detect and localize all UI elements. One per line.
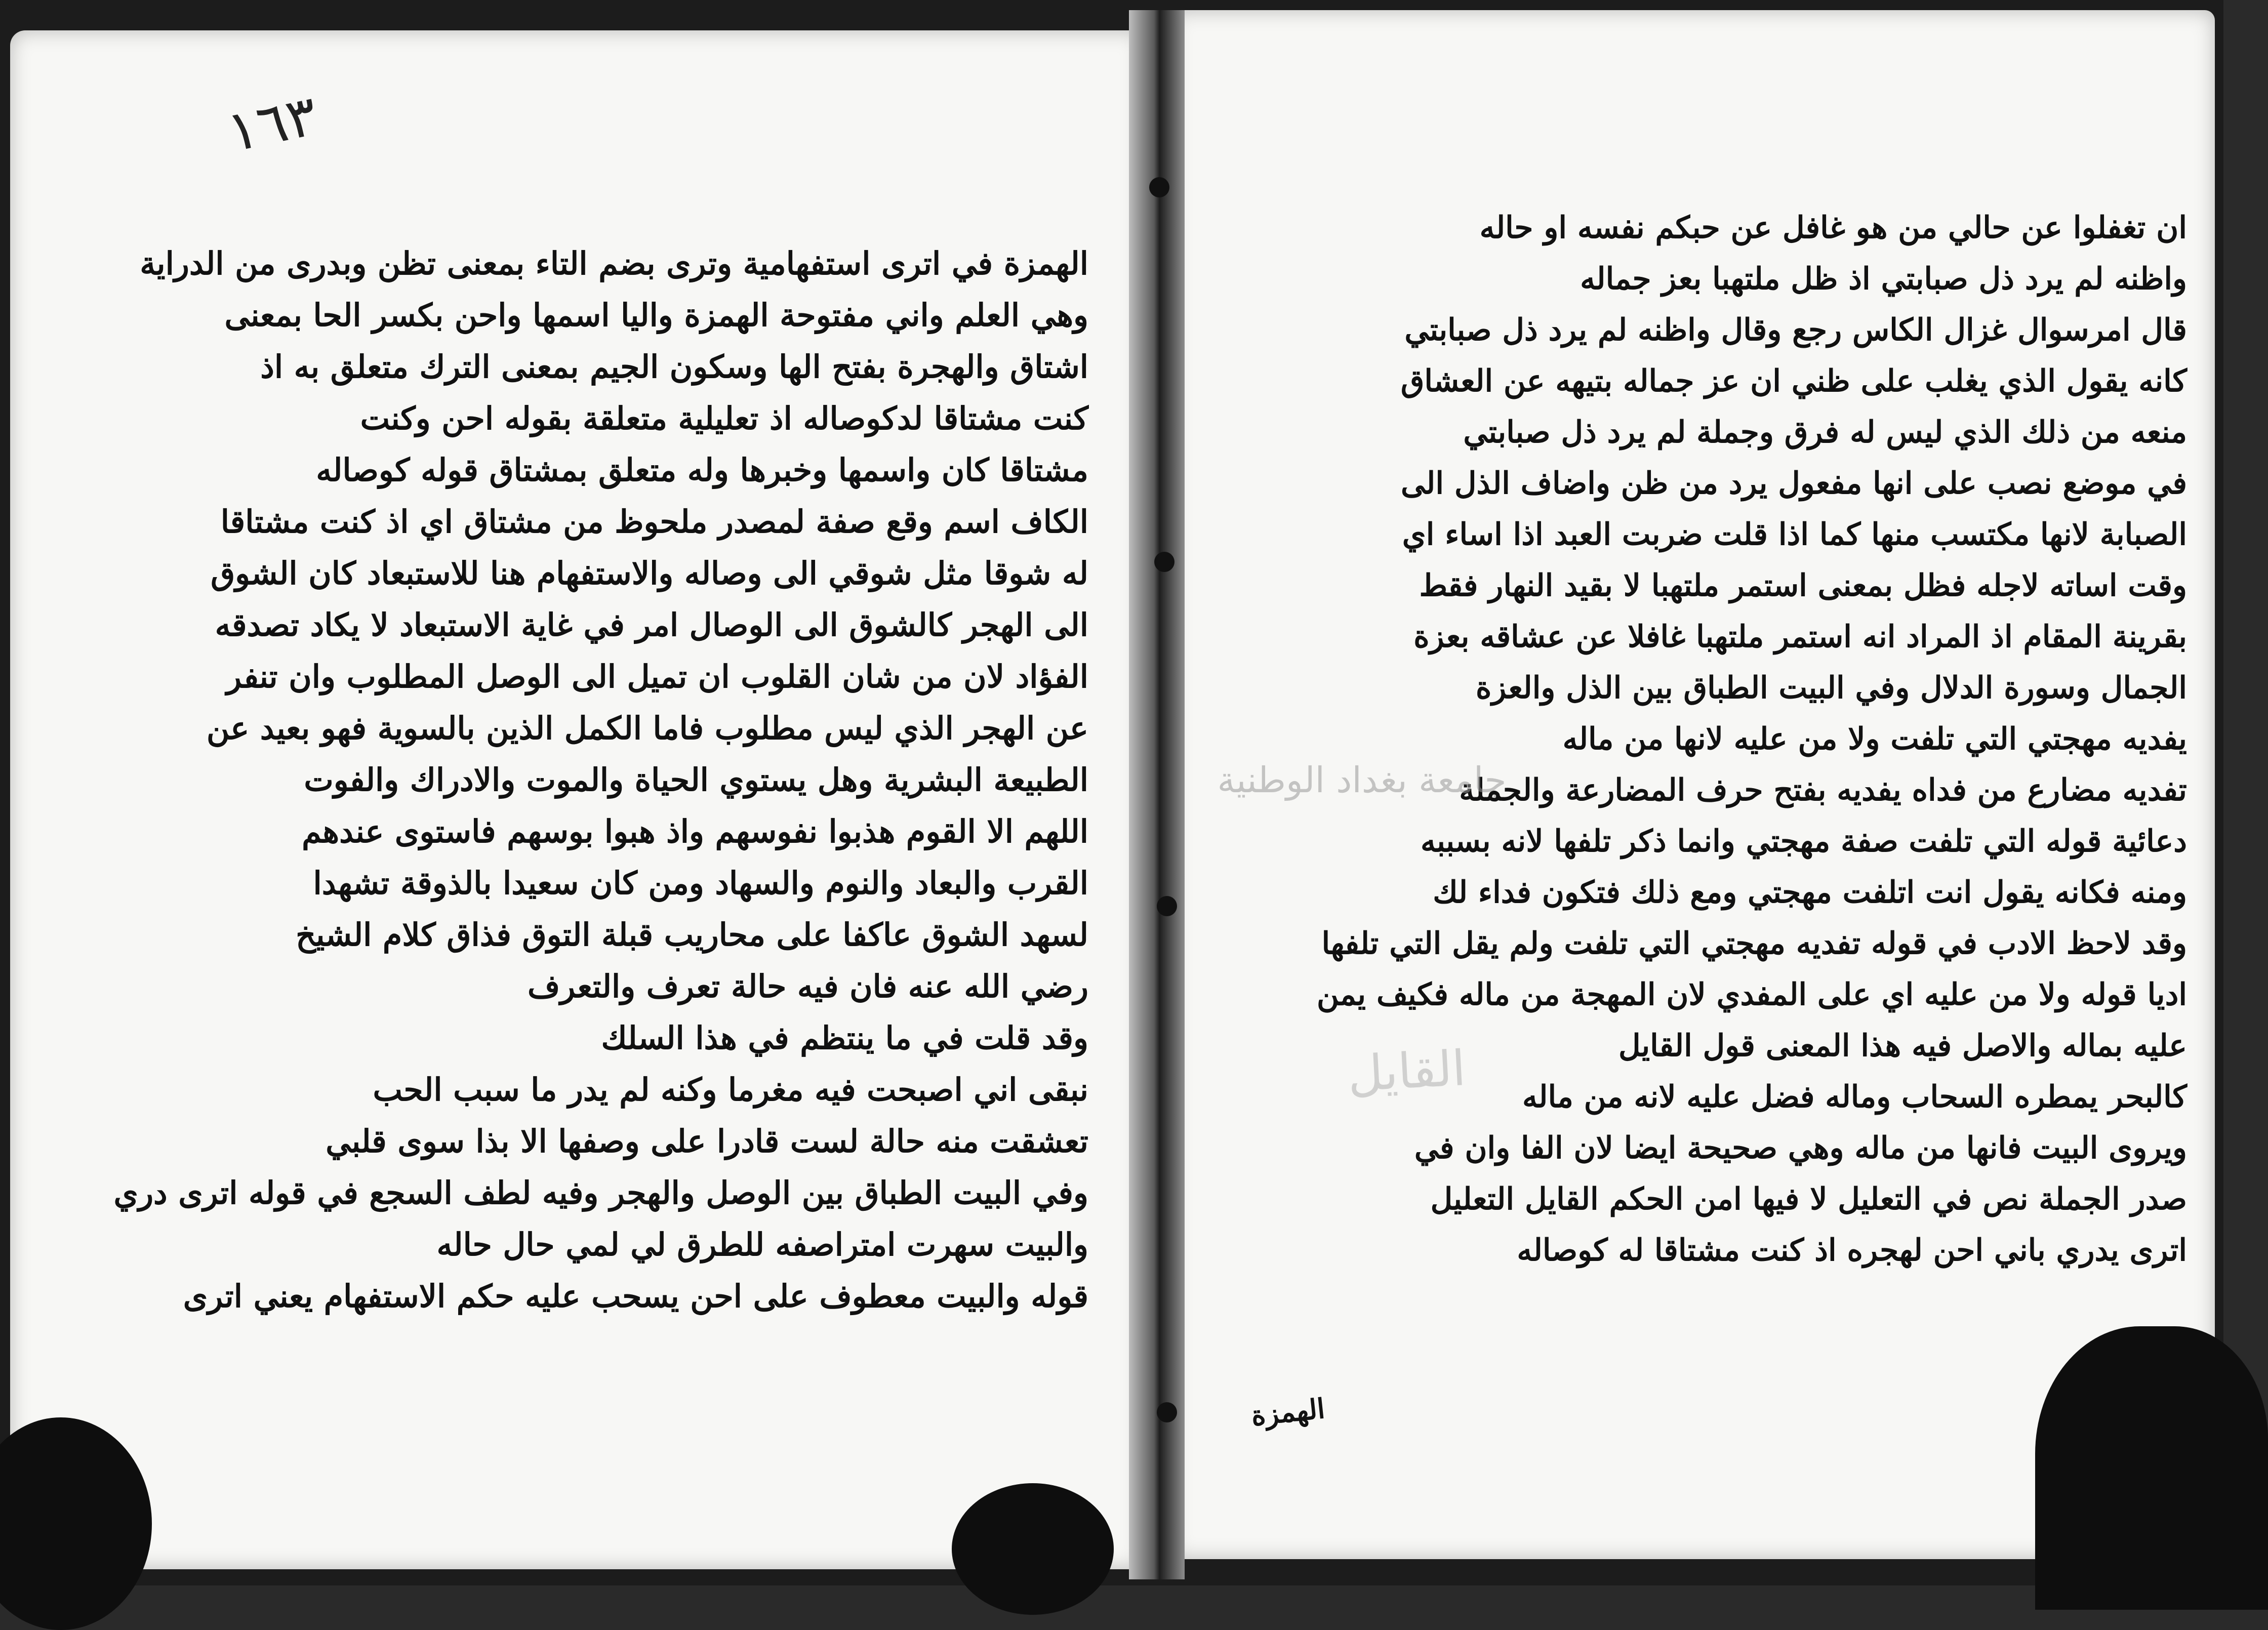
text-line: اشتاق والهجرة بفتح الها وسكون الجيم بمعنى الترك متعلق به اذ — [260, 348, 1088, 385]
text-line: ومنه فكانه يقول انت اتلفت مهجتي ومع ذلك فتكون فداء لك — [1433, 875, 2187, 910]
verse-line: نبقى اني اصبحت فيه مغرما وكنه لم يدر ما سبب الحب — [373, 1071, 1088, 1108]
text-line: صدر الجملة نص في التعليل لا فيها امن الحكم القايل التعليل — [1430, 1181, 2187, 1217]
binding-hole — [1149, 177, 1169, 197]
verse-line: تعشقت منه حالة لست قادرا على وصفها الا بذا سوى قلبي — [326, 1123, 1088, 1160]
text-line: منعه من ذلك الذي ليس له فرق وجملة لم يرد ذل صبابتي — [1463, 415, 2187, 450]
catchword: الهمزة — [1249, 1392, 1326, 1432]
text-line: رضي الله عنه فان فيه حالة تعرف والتعرف — [528, 968, 1088, 1005]
folio-number: ١٦٣ — [221, 83, 323, 165]
text-line: الفؤاد لان من شان القلوب ان تميل الى الوصل المطلوب وان تنفر — [226, 658, 1088, 695]
text-line: ويروى البيت فانها من ماله وهي صحيحة ايضا لان الفا وان في — [1414, 1130, 2187, 1166]
verse-line: والبيت سهرت امتراصفه للطرق لي لمي حال حاله — [436, 1226, 1088, 1263]
binding-hole — [1154, 552, 1174, 572]
text-line: وقد لاحظ الادب في قوله تفديه مهجتي التي تلفت ولم يقل التي تلفها — [1321, 926, 2187, 961]
verse-line: اترى يدري باني احن لهجره اذ كنت مشتاقا له كوصاله — [1517, 1233, 2187, 1268]
text-line: الصبابة لانها مكتسب منها كما اذا قلت ضربت العبد اذا اساء اي — [1402, 517, 2187, 552]
text-line: دعائية قوله التي تلفت صفة مهجتي وانما ذكر تلفها لانه بسببه — [1420, 824, 2187, 859]
binding-hole — [1157, 1402, 1177, 1422]
text-line: قوله والبيت معطوف على احن يسحب عليه حكم الاستفهام يعني اترى — [183, 1278, 1088, 1315]
holding-thumb-right — [2035, 1326, 2268, 1610]
library-watermark: جامعة بغداد الوطنية — [1217, 759, 1507, 801]
text-line: قال امرسوال غزال الكاس رجع وقال واظنه لم يرد ذل صبابتي — [1404, 312, 2187, 348]
left-page-text — [113, 238, 1088, 1322]
faded-stamp: القايل — [1346, 1040, 1467, 1103]
text-line: القرب والبعاد والنوم والسهاد ومن كان سعيدا بالذوقة تشهدا — [313, 865, 1088, 902]
text-line: كانه يقول الذي يغلب على ظني ان عز جماله بتيهه عن العشاق — [1400, 363, 2187, 399]
verse-line: كالبحر يمطره السحاب وماله فضل عليه لانه من ماله — [1522, 1079, 2187, 1115]
text-line: وقد قلت في ما ينتظم في هذا السلك — [601, 1020, 1088, 1056]
text-line: بقرينة المقام اذ المراد انه استمر ملتهبا غافلا عن عشاقه بعزة — [1413, 619, 2187, 655]
text-line: الكاف اسم وقع صفة لمصدر ملحوظ من مشتاق اي اذ كنت مشتاقا — [220, 503, 1088, 540]
text-line: الطبيعة البشرية وهل يستوي الحياة والموت والادراك والفوت — [304, 761, 1088, 798]
text-line: مشتاقا كان واسمها وخبرها وله متعلق بمشتاق قوله كوصاله — [316, 452, 1088, 488]
text-line: الجمال وسورة الدلال وفي البيت الطباق بين الذل والعزة — [1475, 670, 2187, 706]
verse-line: واظنه لم يرد ذل صبابتي اذ ظل ملتهبا بعز جماله — [1580, 261, 2187, 297]
text-line: عن الهجر الذي ليس مطلوب فاما الكمل الذين بالسوية فهو بعيد عن — [207, 710, 1088, 747]
text-line: له شوقا مثل شوقي الى وصاله والاستفهام هنا للاستبعاد كان الشوق — [211, 555, 1088, 592]
text-line: وقت اساته لاجله فظل بمعنى استمر ملتهبا لا بقيد النهار فقط — [1419, 568, 2187, 603]
holding-finger — [952, 1483, 1114, 1615]
text-line: اللهم الا القوم هذبوا نفوسهم واذ هبوا بوسهم فاستوى عندهم — [302, 813, 1088, 850]
verse-line: ان تغفلوا عن حالي من هو غافل عن حبكم نفسه او حاله — [1479, 210, 2187, 246]
text-line: تفديه مضارع من فداه يفديه بفتح حرف المضارعة والجملة — [1459, 772, 2187, 808]
binding-hole — [1157, 896, 1177, 916]
text-line: وفي البيت الطباق بين الوصل والهجر وفيه لطف السجع في قوله اترى دري — [113, 1174, 1088, 1211]
text-line: في موضع نصب على انها مفعول يرد من ظن واضاف الذل الى — [1401, 466, 2187, 501]
text-line: الى الهجر كالشوق الى الوصال امر في غاية الاستبعاد لا يكاد تصدقه — [215, 606, 1088, 643]
text-line: الهمزة في اترى استفهامية وترى بضم التاء بمعنى تظن وبدرى من الدراية — [140, 245, 1088, 282]
text-line: اديا قوله ولا من عليه اي على المفدي لان المهجة من ماله فكيف يمن — [1317, 977, 2187, 1012]
text-line: عليه بماله والاصل فيه هذا المعنى قول القايل — [1618, 1028, 2187, 1064]
text-line: كنت مشتاقا لدكوصاله اذ تعليلية متعلقة بقوله احن وكنت — [360, 400, 1088, 437]
verse-line: يفديه مهجتي التي تلفت ولا من عليه لانها من ماله — [1562, 721, 2187, 757]
text-line: وهي العلم واني مفتوحة الهمزة واليا اسمها واحن بكسر الحا بمعنى — [224, 297, 1088, 334]
text-line: لسهد الشوق عاكفا على محاريب قبلة التوق فذاق كلام الشيخ — [296, 916, 1088, 953]
